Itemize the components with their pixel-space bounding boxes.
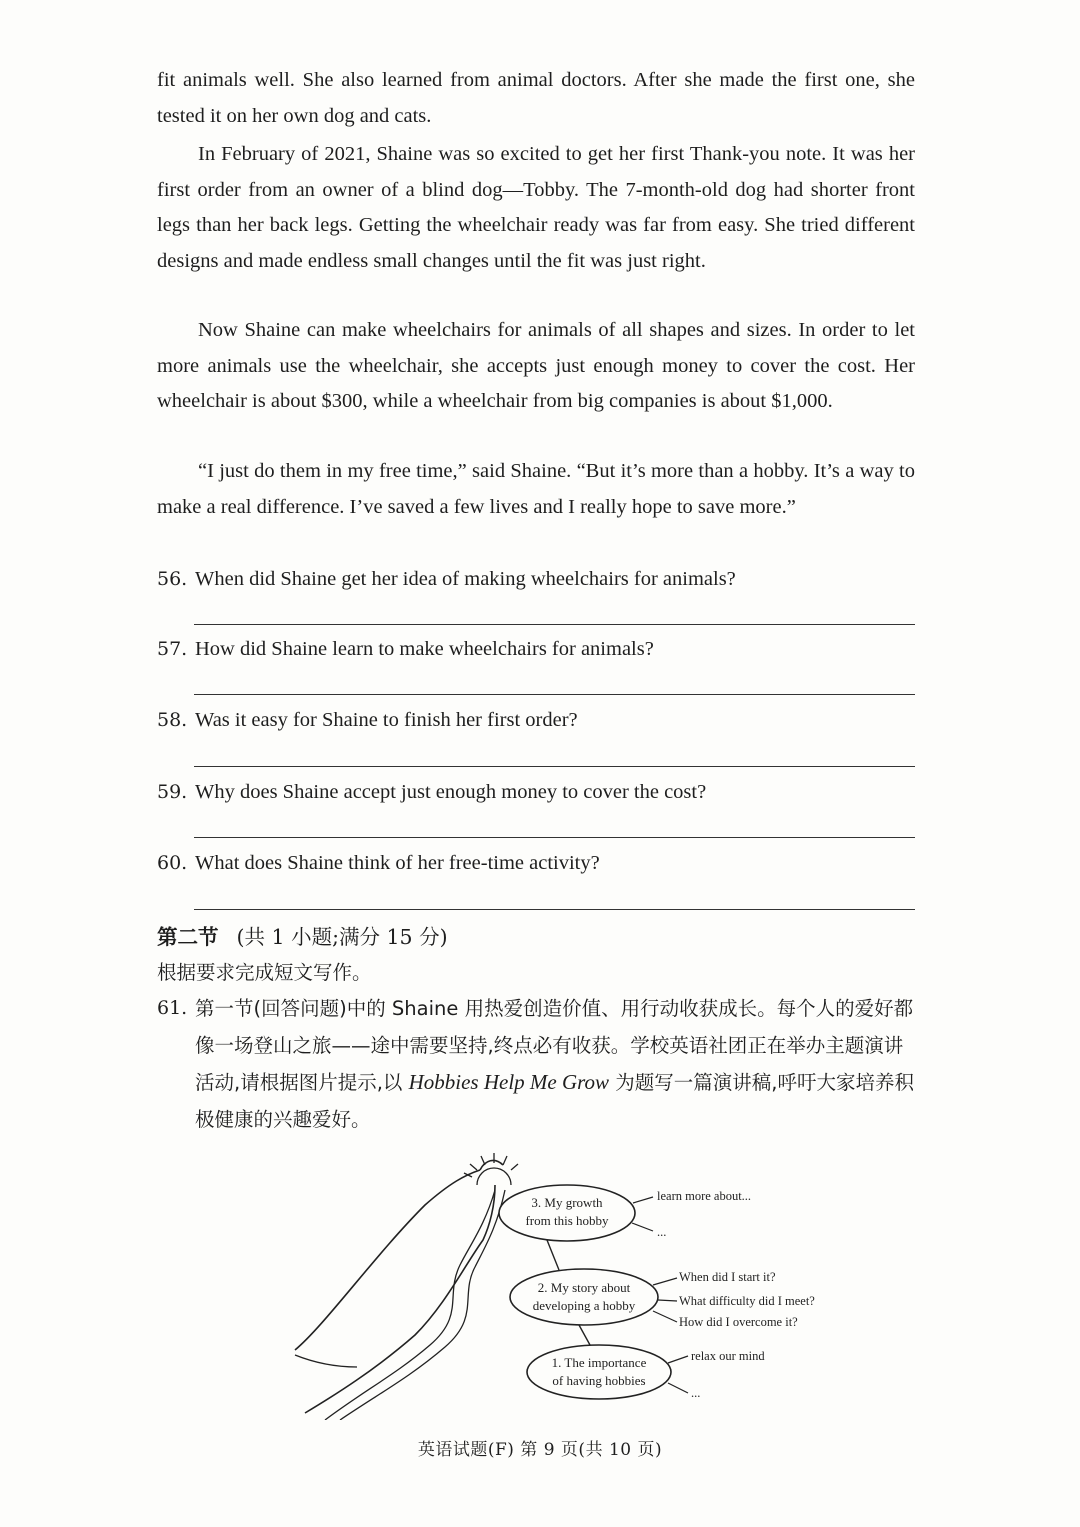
question-number: 59.: [157, 781, 188, 803]
svg-text:What difficulty did I meet?: What difficulty did I meet?: [679, 1294, 815, 1308]
question-56: [157, 565, 917, 593]
essay-title: Hobbies Help Me Grow: [408, 1070, 610, 1094]
section-points: (共 1 小题;满分 15 分): [236, 925, 448, 949]
answer-line-57[interactable]: [194, 694, 915, 695]
svg-text:3. My growth: 3. My growth: [531, 1195, 603, 1210]
svg-text:of having hobbies: of having hobbies: [552, 1373, 646, 1388]
svg-text:How did I overcome it?: How did I overcome it?: [679, 1315, 798, 1329]
mountain-outline: [295, 1160, 503, 1413]
svg-text:developing a hobby: developing a hobby: [532, 1298, 636, 1313]
section-instruction: 根据要求完成短文写作。: [157, 961, 372, 984]
question-59: [157, 778, 917, 806]
section-title: 第二节: [157, 925, 219, 949]
node-3-growth: [499, 1185, 751, 1241]
question-text: What does Shaine think of her free-time activity?: [195, 852, 600, 874]
svg-text:1. The importance: 1. The importance: [551, 1355, 647, 1370]
question-60: [157, 849, 917, 877]
question-number: 58.: [157, 709, 188, 731]
answer-line-60[interactable]: [194, 909, 915, 910]
passage-paragraph-continued: fit animals well. She also learned from animal doctors. After she made the first one, she tested it on her own dog and cats.: [157, 69, 915, 127]
task-prompt: 第一节(回答问题)中的 Shaine 用热爱创造价值、用行动收获成长。每个人的爱好都像一场登山之旅——途中需要坚持,终点必有收获。学校英语社团正在举办主题演讲活动,请根据图片提示,以 Hobbies Help Me Grow 为题写一篇演讲稿,呼吁大家培养积极健康的兴趣爱好。: [195, 997, 914, 1131]
question-text: Was it easy for Shaine to finish her first order?: [195, 709, 578, 731]
svg-text:learn more about...: learn more about...: [657, 1189, 752, 1203]
question-number: 60.: [157, 852, 188, 874]
svg-text:2. My story about: 2. My story about: [537, 1280, 631, 1295]
mountain-mindmap-figure: [285, 1145, 845, 1420]
page-footer: 英语试题(F) 第 9 页(共 10 页): [417, 1440, 663, 1460]
answer-line-58[interactable]: [194, 766, 915, 767]
node-1-importance: [527, 1345, 765, 1400]
answer-line-56[interactable]: [194, 624, 915, 625]
sun-icon: [464, 1153, 518, 1185]
svg-text:...: ...: [657, 1225, 667, 1239]
question-number: 56.: [157, 568, 188, 590]
svg-text:relax our mind: relax our mind: [691, 1349, 765, 1363]
svg-text:from this hobby: from this hobby: [525, 1213, 609, 1228]
svg-text:...: ...: [691, 1386, 701, 1400]
answer-line-59[interactable]: [194, 837, 915, 838]
question-text: Why does Shaine accept just enough money to cover the cost?: [195, 781, 707, 803]
passage-paragraph-4: “I just do them in my free time,” said Shaine. “But it’s more than a hobby. It’s a way to make a real difference. I’ve saved a few lives and I really hope to save more.”: [157, 460, 915, 518]
question-58: [157, 706, 917, 734]
question-text: When did Shaine get her idea of making wheelchairs for animals?: [195, 568, 736, 590]
task-number: 61.: [157, 997, 188, 1019]
node-2-story: [510, 1269, 815, 1329]
question-number: 57.: [157, 638, 188, 660]
svg-text:When did I start it?: When did I start it?: [679, 1270, 776, 1284]
section-heading: [157, 922, 448, 952]
question-text: How did Shaine learn to make wheelchairs for animals?: [195, 638, 654, 660]
passage-paragraph-3: Now Shaine can make wheelchairs for animals of all shapes and sizes. In order to let more animals use the wheelchair, she accepts just enough money to cover the cost. Her wheelchair is about $300, while a wheelchair from big companies is about $1,000.: [157, 319, 915, 412]
passage-paragraph-2: In February of 2021, Shaine was so excited to get her first Thank-you note. It was her first order from an owner of a blind dog—Tobby. The 7-month-old dog had shorter front legs than her back legs. Getting the wheelchair ready was far from easy. She tried different designs and made endless small changes until the fit was just right.: [157, 143, 915, 272]
question-57: [157, 635, 917, 663]
trail-path: [295, 1190, 505, 1420]
